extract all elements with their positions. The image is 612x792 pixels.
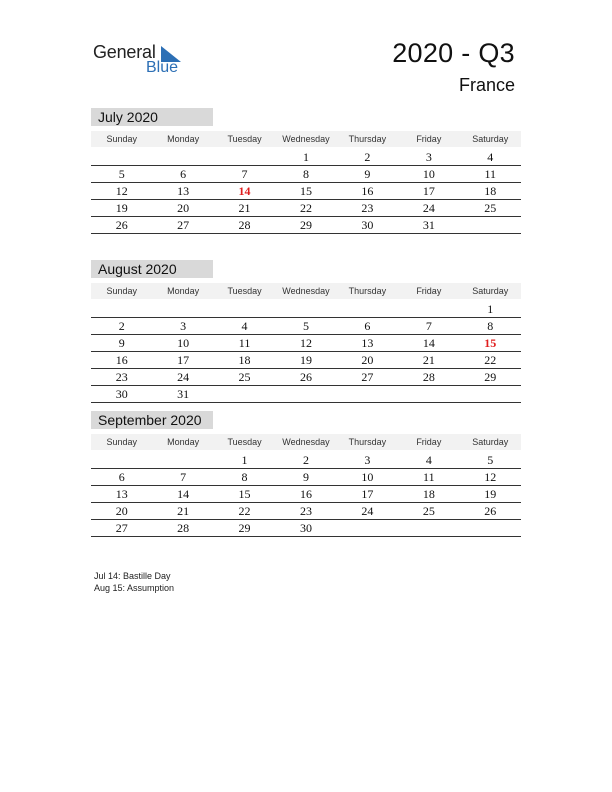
week-row xyxy=(91,503,521,520)
week-row xyxy=(91,149,521,166)
country-name: France xyxy=(458,75,515,95)
day-cell: 4 xyxy=(425,453,432,467)
day-cell xyxy=(398,301,459,317)
page-title: 2020 - Q3 xyxy=(392,38,515,68)
weekday-header: Thursday xyxy=(348,286,387,296)
month-label: July 2020 xyxy=(91,108,213,126)
weekday-header: Tuesday xyxy=(227,286,262,296)
day-cell: 27 xyxy=(361,370,374,384)
day-cell: 22 xyxy=(299,201,312,215)
day-cell: 19 xyxy=(299,353,312,367)
day-cell: 22 xyxy=(484,353,497,367)
day-cell: 6 xyxy=(364,319,371,333)
day-cell: 21 xyxy=(177,504,190,518)
day-cell: 11 xyxy=(238,336,251,350)
week-row xyxy=(91,318,521,335)
weekday-header: Monday xyxy=(167,437,200,447)
day-cell: 6 xyxy=(118,470,125,484)
day-cell: 2 xyxy=(118,319,125,333)
weekday-header: Friday xyxy=(416,134,442,144)
weeks-grid xyxy=(91,149,521,234)
day-cell: 8 xyxy=(241,470,248,484)
day-cell: 18 xyxy=(238,353,251,367)
month-label: September 2020 xyxy=(91,411,213,429)
day-cell: 18 xyxy=(484,184,497,198)
day-cell: 9 xyxy=(302,470,309,484)
day-cell xyxy=(91,452,152,468)
day-cell: 19 xyxy=(115,201,128,215)
day-cell: 24 xyxy=(361,504,374,518)
day-cell: 27 xyxy=(115,521,128,535)
weekday-header: Monday xyxy=(167,286,200,296)
week-row xyxy=(91,335,521,352)
day-cell: 25 xyxy=(484,201,497,215)
day-cell xyxy=(152,301,213,317)
day-cell: 10 xyxy=(177,336,190,350)
day-cell xyxy=(460,520,521,536)
day-cell: 29 xyxy=(484,370,497,384)
day-cell: 17 xyxy=(177,353,190,367)
weekday-header: Sunday xyxy=(106,286,137,296)
weekday-header: Wednesday xyxy=(282,134,330,144)
weekday-header: Saturday xyxy=(472,134,509,144)
day-cell: 14 xyxy=(177,487,190,501)
week-row xyxy=(91,183,521,200)
day-cell xyxy=(275,386,336,402)
day-cell: 19 xyxy=(484,487,497,501)
day-cell: 28 xyxy=(238,218,251,232)
day-cell xyxy=(337,301,398,317)
day-cell: 8 xyxy=(302,167,309,181)
day-cell: 13 xyxy=(177,184,190,198)
day-cell: 25 xyxy=(238,370,251,384)
day-cell: 3 xyxy=(364,453,371,467)
week-row xyxy=(91,386,521,403)
day-cell xyxy=(214,386,275,402)
day-cell: 31 xyxy=(177,387,190,401)
day-cell: 22 xyxy=(238,504,251,518)
week-row xyxy=(91,486,521,503)
day-cell xyxy=(337,386,398,402)
day-cell: 20 xyxy=(361,353,374,367)
day-cell: 8 xyxy=(487,319,494,333)
weekday-header-row xyxy=(91,434,521,450)
weekday-header-row xyxy=(91,131,521,147)
day-cell: 2 xyxy=(302,453,309,467)
week-row xyxy=(91,301,521,318)
day-cell xyxy=(460,217,521,233)
day-cell: 5 xyxy=(118,167,125,181)
day-cell: 29 xyxy=(299,218,312,232)
day-cell: 28 xyxy=(177,521,190,535)
day-cell: 12 xyxy=(484,470,497,484)
day-cell: 15 xyxy=(299,184,312,198)
day-cell: 3 xyxy=(425,150,432,164)
day-cell: 30 xyxy=(115,387,128,401)
weeks-grid xyxy=(91,301,521,403)
day-cell: 7 xyxy=(425,319,432,333)
day-cell: 7 xyxy=(180,470,187,484)
holiday-day-cell: 15 xyxy=(484,336,497,350)
day-cell: 15 xyxy=(238,487,251,501)
day-cell: 25 xyxy=(422,504,435,518)
day-cell: 20 xyxy=(115,504,128,518)
day-cell xyxy=(152,452,213,468)
week-row xyxy=(91,352,521,369)
day-cell: 17 xyxy=(422,184,435,198)
logo-general-text: General xyxy=(93,42,156,62)
day-cell: 5 xyxy=(302,319,309,333)
day-cell: 31 xyxy=(422,218,435,232)
day-cell: 12 xyxy=(299,336,312,350)
weeks-grid xyxy=(91,452,521,537)
day-cell: 2 xyxy=(364,150,371,164)
week-row xyxy=(91,520,521,537)
weekday-header: Tuesday xyxy=(227,134,262,144)
day-cell: 11 xyxy=(423,470,435,484)
weekday-header: Friday xyxy=(416,437,442,447)
week-row xyxy=(91,469,521,486)
day-cell: 12 xyxy=(115,184,128,198)
weekday-header: Wednesday xyxy=(282,286,330,296)
day-cell: 16 xyxy=(115,353,128,367)
day-cell xyxy=(398,520,459,536)
day-cell: 26 xyxy=(299,370,312,384)
day-cell: 3 xyxy=(180,319,187,333)
day-cell: 24 xyxy=(422,201,435,215)
day-cell xyxy=(398,386,459,402)
day-cell: 21 xyxy=(238,201,251,215)
week-row xyxy=(91,166,521,183)
weekday-header: Saturday xyxy=(472,437,509,447)
day-cell xyxy=(152,149,213,165)
week-row xyxy=(91,452,521,469)
day-cell: 24 xyxy=(177,370,190,384)
weekday-header: Monday xyxy=(167,134,200,144)
weekday-header: Thursday xyxy=(348,437,387,447)
day-cell xyxy=(460,386,521,402)
holiday-day-cell: 14 xyxy=(238,184,251,198)
weekday-header: Sunday xyxy=(106,437,137,447)
week-row xyxy=(91,200,521,217)
holiday-notes xyxy=(94,570,174,594)
day-cell: 10 xyxy=(422,167,435,181)
day-cell: 23 xyxy=(361,201,374,215)
day-cell: 30 xyxy=(299,521,312,535)
day-cell: 17 xyxy=(361,487,374,501)
note-line: Aug 15: Assumption xyxy=(94,583,175,593)
week-row xyxy=(91,217,521,234)
day-cell: 11 xyxy=(484,167,497,181)
day-cell xyxy=(91,301,152,317)
logo-blue-text: Blue xyxy=(146,59,179,76)
day-cell: 26 xyxy=(115,218,128,232)
day-cell: 13 xyxy=(115,487,128,501)
day-cell xyxy=(337,520,398,536)
day-cell: 1 xyxy=(241,453,248,467)
weekday-header: Saturday xyxy=(472,286,509,296)
day-cell: 21 xyxy=(422,353,435,367)
day-cell: 13 xyxy=(361,336,374,350)
day-cell: 20 xyxy=(177,201,190,215)
day-cell xyxy=(214,149,275,165)
note-line: Jul 14: Bastille Day xyxy=(94,571,171,581)
day-cell: 23 xyxy=(299,504,312,518)
day-cell: 7 xyxy=(241,167,248,181)
day-cell: 6 xyxy=(180,167,187,181)
weekday-header: Thursday xyxy=(348,134,387,144)
day-cell: 5 xyxy=(487,453,494,467)
day-cell: 27 xyxy=(177,218,190,232)
day-cell: 1 xyxy=(302,150,309,164)
weekday-header: Tuesday xyxy=(227,437,262,447)
day-cell: 28 xyxy=(422,370,435,384)
day-cell: 16 xyxy=(361,184,374,198)
day-cell: 23 xyxy=(115,370,128,384)
day-cell: 1 xyxy=(487,302,494,316)
brand-logo xyxy=(93,40,193,80)
day-cell: 4 xyxy=(241,319,248,333)
weekday-header: Friday xyxy=(416,286,442,296)
day-cell: 9 xyxy=(118,336,125,350)
weekday-header: Wednesday xyxy=(282,437,330,447)
day-cell: 16 xyxy=(299,487,312,501)
day-cell: 18 xyxy=(422,487,435,501)
week-row xyxy=(91,369,521,386)
weekday-header-row xyxy=(91,283,521,299)
day-cell: 9 xyxy=(364,167,371,181)
day-cell xyxy=(91,149,152,165)
day-cell xyxy=(275,301,336,317)
day-cell: 26 xyxy=(484,504,497,518)
day-cell: 10 xyxy=(361,470,374,484)
month-label: August 2020 xyxy=(91,260,213,278)
day-cell: 4 xyxy=(487,150,494,164)
day-cell: 29 xyxy=(238,521,251,535)
day-cell: 14 xyxy=(422,336,435,350)
weekday-header: Sunday xyxy=(106,134,137,144)
day-cell xyxy=(214,301,275,317)
day-cell: 30 xyxy=(361,218,374,232)
